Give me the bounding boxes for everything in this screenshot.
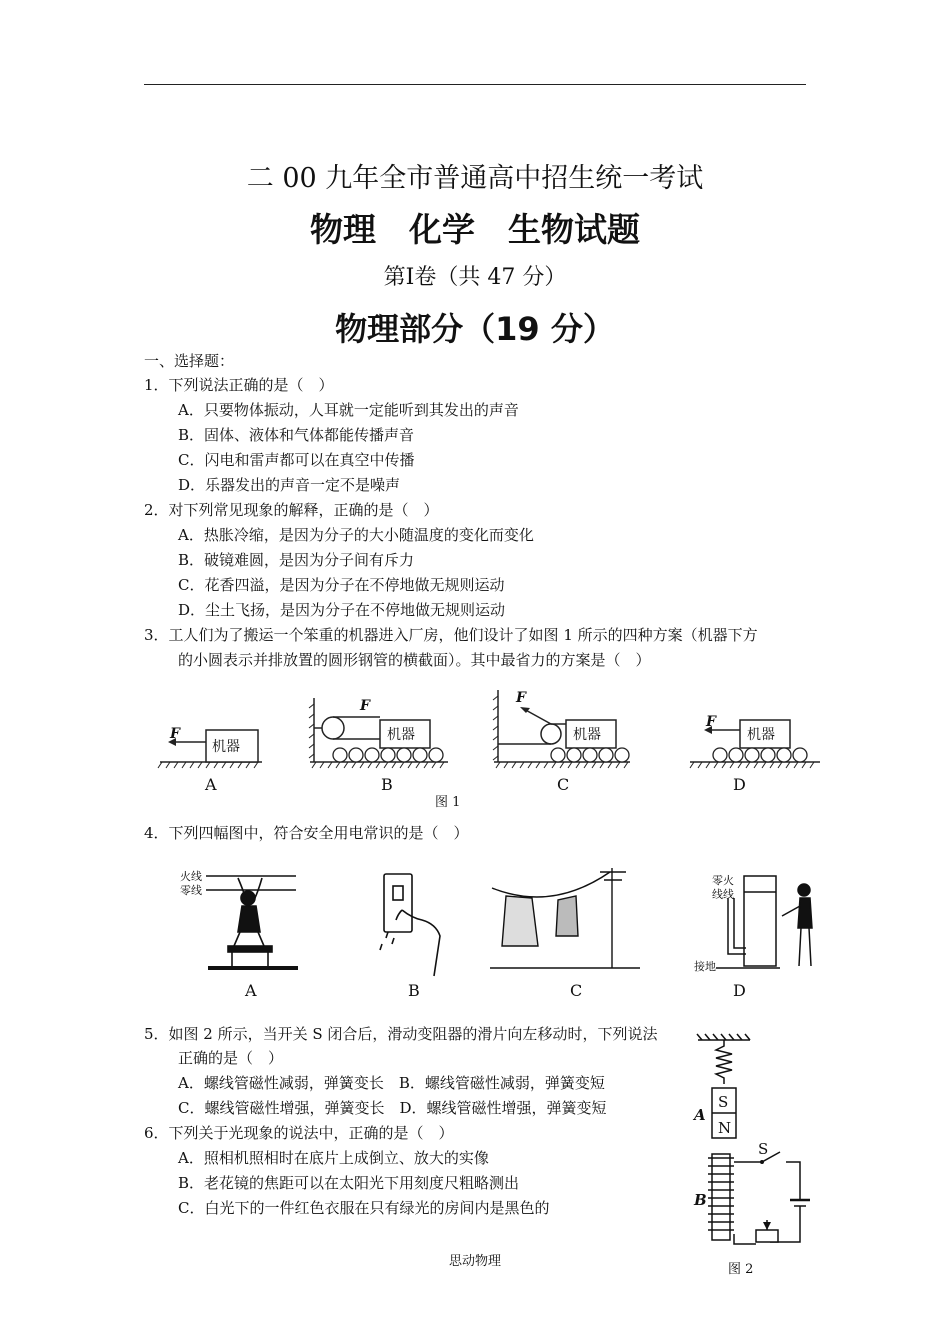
top-rule (144, 84, 806, 85)
fig2-caption: 图 2 (728, 1262, 754, 1277)
fig-q4-ground: 接地 (694, 960, 716, 973)
subject-title: 物理 化学 生物试题 (310, 210, 640, 249)
fig2-pole-s: S (718, 1093, 729, 1111)
q5-options-row1: A．螺线管磁性减弱，弹簧变长 B．螺线管磁性减弱，弹簧变短 (178, 1074, 605, 1092)
fig-q4-neutral-wire: 零线 (180, 884, 202, 897)
q2-option-d: D．尘土飞扬，是因为分子在不停地做无规则运动 (178, 601, 506, 619)
fig-q4-panel-c: C (570, 981, 583, 1000)
q6-option-a: A．照相机照相时在底片上成倒立、放大的实像 (178, 1149, 489, 1167)
figure-1 (150, 680, 830, 820)
fig1-box-label-d: 机器 (747, 727, 775, 743)
q4-stem: 4．下列四幅图中，符合安全用电常识的是（ ） (144, 824, 469, 842)
fig1-force-d: F (706, 714, 716, 730)
figure-q4 (170, 858, 830, 1003)
fig1-box-label-a: 机器 (212, 739, 240, 755)
q6-option-c: C．白光下的一件红色衣服在只有绿光的房间内是黑色的 (178, 1199, 550, 1217)
q1-option-a: A．只要物体振动，人耳就一定能听到其发出的声音 (178, 401, 519, 419)
q3-stem-line2: 的小圆表示并排放置的圆形钢管的横截面）。其中最省力的方案是（ ） (178, 651, 651, 669)
fig1-force-a: F (170, 726, 180, 742)
q6-option-b: B．老花镜的焦距可以在太阳光下用刻度尺粗略测出 (178, 1174, 520, 1192)
fig1-panel-a: A (205, 775, 217, 794)
exam-title: 二 00 九年全市普通高中招生统一考试 (246, 163, 704, 194)
fig2-pole-n: N (718, 1119, 732, 1137)
figure-2 (690, 1030, 820, 1280)
q1-option-c: C．闪电和雷声都可以在真空中传播 (178, 451, 415, 469)
fig-q4-panel-a: A (245, 981, 257, 1000)
fig1-panel-d: D (733, 775, 746, 794)
fig1-force-c: F (516, 690, 526, 706)
q1-stem: 1．下列说法正确的是（ ） (144, 376, 334, 394)
section-heading: 一、选择题： (144, 352, 235, 370)
fig-q4-panel-b: B (408, 981, 420, 1000)
fig-q4-live-wire: 火线 (180, 870, 202, 883)
q2-option-a: A．热胀冷缩，是因为分子的大小随温度的变化而变化 (178, 526, 534, 544)
fig2-switch: S (758, 1140, 769, 1158)
q3-stem-line1: 3．工人们为了搬运一个笨重的机器进入厂房，他们设计了如图 1 所示的四种方案（机器下方 (144, 626, 758, 644)
q2-option-c: C．花香四溢，是因为分子在不停地做无规则运动 (178, 576, 505, 594)
q1-option-d: D．乐器发出的声音一定不是噪声 (178, 476, 401, 494)
fig2-label-a: A (694, 1106, 706, 1124)
q6-stem: 6．下列关于光现象的说法中，正确的是（ ） (144, 1124, 454, 1142)
q5-stem-line2: 正确的是（ ） (178, 1049, 284, 1067)
q2-stem: 2．对下列常见现象的解释，正确的是（ ） (144, 501, 439, 519)
volume-title: 第Ⅰ卷（共 47 分） (383, 265, 567, 290)
page-footer: 思动物理 (448, 1254, 501, 1269)
fig-q4-panel-d: D (733, 981, 746, 1000)
fig1-panel-c: C (557, 775, 570, 794)
fig1-box-label-b: 机器 (387, 727, 415, 743)
q2-option-b: B．破镜难圆，是因为分子间有斥力 (178, 551, 415, 569)
q5-stem-line1: 5．如图 2 所示，当开关 S 闭合后，滑动变阻器的滑片向左移动时，下列说法 (144, 1025, 658, 1043)
q1-option-b: B．固体、液体和气体都能传播声音 (178, 426, 415, 444)
fig-q4-d-label2: 线线 (712, 888, 734, 901)
fig-q4-d-label1: 零火 (712, 874, 734, 887)
fig1-force-b: F (360, 698, 370, 714)
fig1-panel-b: B (381, 775, 393, 794)
fig1-caption: 图 1 (435, 795, 461, 810)
fig1-box-label-c: 机器 (573, 727, 601, 743)
fig2-label-b: B (694, 1191, 707, 1209)
section-title: 物理部分（19 分） (335, 310, 615, 348)
q5-options-row2: C．螺线管磁性增强，弹簧变长 D．螺线管磁性增强，弹簧变短 (178, 1099, 607, 1117)
